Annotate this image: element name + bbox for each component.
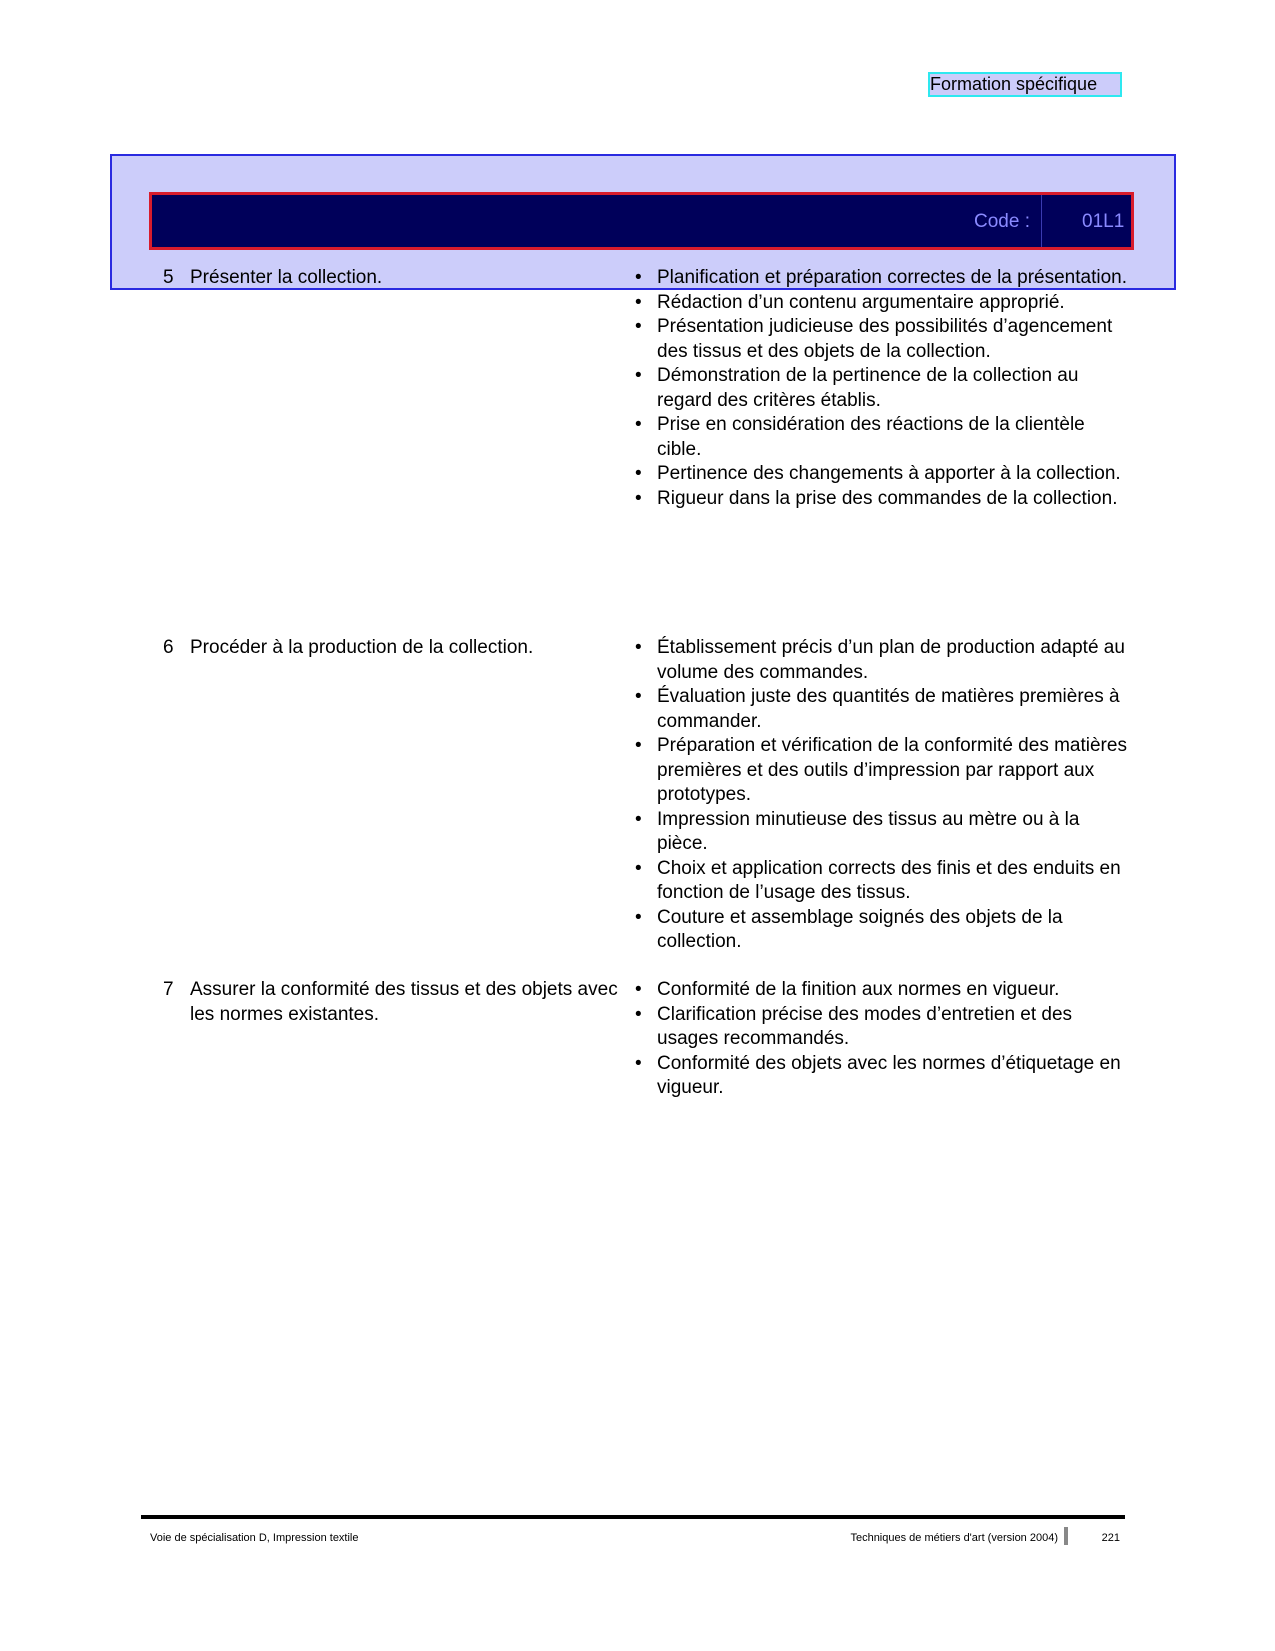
- criterion-text: Conformité de la finition aux normes en vigueur.: [657, 979, 1060, 1000]
- criterion-text: Évaluation juste des quantités de matières premières à commander.: [657, 686, 1120, 732]
- bullet-icon: •: [635, 291, 642, 313]
- criterion-text: Établissement précis d’un plan de production adapté au volume des commandes.: [657, 637, 1125, 683]
- criterion-item: [635, 266, 1127, 291]
- row-number: 7: [163, 979, 174, 1000]
- criterion-item: [635, 1003, 1127, 1052]
- code-label: Code :: [974, 211, 1030, 232]
- criterion-item: [635, 487, 1127, 512]
- criterion-text: Prise en considération des réactions de la clientèle cible.: [657, 414, 1085, 460]
- bullet-icon: •: [635, 857, 642, 879]
- criterion-text: Présentation judicieuse des possibilités d’agencement des tissus et des objets de la collection.: [657, 316, 1113, 362]
- criterion-text: Planification et préparation correctes de la présentation.: [657, 267, 1127, 288]
- criterion-text: Couture et assemblage soignés des objets de la collection.: [657, 906, 1063, 952]
- page-number: 221: [1101, 1532, 1120, 1544]
- criterion-item: [635, 857, 1127, 906]
- competency-text: Procéder à la production de la collection.: [190, 637, 534, 658]
- criterion-item: [635, 291, 1127, 316]
- bullet-icon: •: [635, 1052, 642, 1074]
- criterion-text: Choix et application corrects des finis et des enduits en fonction de l’usage des tissus.: [657, 857, 1121, 903]
- criterion-item: [635, 906, 1127, 955]
- bullet-icon: •: [635, 735, 642, 756]
- criterion-text: Rigueur dans la prise des commandes de la collection.: [657, 487, 1118, 509]
- criterion-text: Clarification précise des modes d’entretien et des usages recommandés.: [657, 1003, 1073, 1049]
- footer-rule: [141, 1515, 1125, 1519]
- criterion-text: Pertinence des changements à apporter à la collection.: [657, 463, 1121, 484]
- bullet-icon: •: [635, 463, 642, 484]
- criterion-text: Rédaction d’un contenu argumentaire approprié.: [657, 291, 1065, 313]
- criterion-item: [635, 685, 1127, 734]
- criterion-item: [635, 808, 1127, 857]
- code-divider: [1041, 195, 1042, 247]
- row-number: 6: [163, 637, 174, 658]
- competency-text: Présenter la collection.: [190, 267, 383, 288]
- row-number: 5: [163, 267, 174, 288]
- bullet-icon: •: [635, 1003, 642, 1025]
- bullet-icon: •: [635, 808, 642, 830]
- criterion-item: [635, 413, 1127, 462]
- criterion-item: [635, 462, 1127, 487]
- bullet-icon: •: [635, 979, 642, 1000]
- criterion-text: Conformité des objets avec les normes d’étiquetage en vigueur.: [657, 1052, 1121, 1098]
- footer-title: Techniques de métiers d'art (version 2004): [850, 1532, 1058, 1544]
- criterion-item: [635, 315, 1127, 364]
- code-bar: [149, 192, 1134, 250]
- criterion-item: [635, 364, 1127, 413]
- bullet-icon: •: [635, 365, 642, 386]
- criterion-item: [635, 734, 1127, 808]
- criterion-text: Démonstration de la pertinence de la collection au regard des critères établis.: [657, 365, 1079, 411]
- criterion-item: [635, 1052, 1127, 1101]
- bullet-icon: •: [635, 487, 642, 509]
- bullet-icon: •: [635, 906, 642, 928]
- criterion-item: [635, 978, 1127, 1003]
- footer-separator: [1064, 1527, 1068, 1545]
- code-value: 01L1: [1082, 211, 1125, 232]
- section-header: Formation spécifique: [930, 74, 1120, 95]
- criteria-list: [635, 978, 1127, 1101]
- criterion-item: [635, 636, 1127, 685]
- bullet-icon: •: [635, 267, 642, 288]
- criterion-text: Préparation et vérification de la conformité des matières premières et des outils d’impression par rapport aux prototypes.: [657, 735, 1127, 805]
- criteria-list: [635, 266, 1127, 511]
- bullet-icon: •: [635, 414, 642, 435]
- criterion-text: Impression minutieuse des tissus au mètre ou à la pièce.: [657, 808, 1080, 854]
- criteria-list: [635, 636, 1127, 955]
- bullet-icon: •: [635, 637, 642, 658]
- bullet-icon: •: [635, 686, 642, 707]
- competency-text: Assurer la conformité des tissus et des objets avec les normes existantes.: [190, 979, 618, 1025]
- footer-program: Voie de spécialisation D, Impression textile: [150, 1532, 359, 1544]
- bullet-icon: •: [635, 316, 642, 337]
